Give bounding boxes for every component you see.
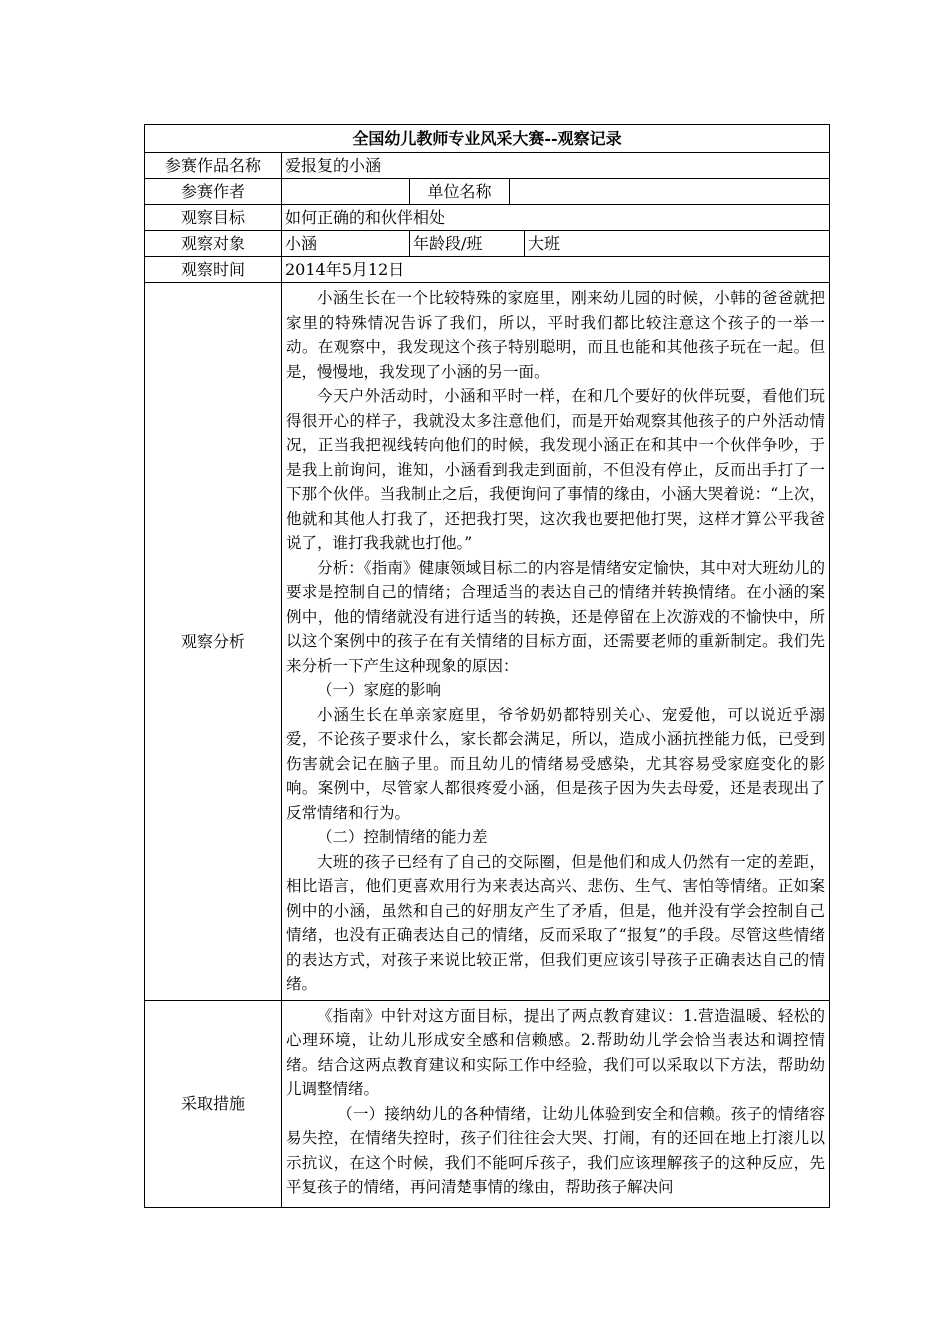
unit-name-value [510,179,830,205]
author-value [282,179,410,205]
author-label: 参赛作者 [145,179,282,205]
goal-value: 如何正确的和伙伴相处 [282,205,830,231]
measures-paragraph: （一）接纳幼儿的各种情绪，让幼儿体验到安全和信赖。孩子的情绪容易失控，在情绪失控时，孩子们往往会大哭、打闹，有的还回在地上打滚儿以示抗议，在这个时候，我们不能呵斥孩子，我们应该理解孩子的这种反应，先平复孩子的情绪，再问清楚事情的缘由，帮助孩子解决问 [286,1104,826,1196]
time-label: 观察时间 [145,257,282,283]
work-name-label: 参赛作品名称 [145,153,282,179]
goal-label: 观察目标 [145,205,282,231]
analysis-content [282,283,830,1001]
subject-label: 观察对象 [145,231,282,257]
subject-value: 小涵 [282,231,410,257]
analysis-paragraph: 小涵生长在单亲家庭里，爷爷奶奶都特别关心、宠爱他，可以说近乎溺爱，不论孩子要求什么，家长都会满足，所以，造成小涵抗挫能力低，已受到伤害就会记在脑子里。而且幼儿的情绪易受感染，尤其容易受家庭变化的影响。案例中，尽管家人都很疼爱小涵，但是孩子因为失去母爱，还是表现出了反常情绪和行为。 [286,705,826,822]
observation-record-table [144,124,830,1208]
time-value: 2014年5月12日 [282,257,830,283]
measures-paragraph: 《指南》中针对这方面目标，提出了两点教育建议：1.营造温暖、轻松的心理环境，让幼儿形成安全感和信赖感。2.帮助幼儿学会恰当表达和调控情绪。结合这两点教育建议和实际工作中经验，我们可以采取以下方法，帮助幼儿调整情绪。 [286,1006,826,1098]
analysis-label: 观察分析 [145,283,282,1001]
unit-name-label: 单位名称 [410,179,510,205]
analysis-heading: （一）家庭的影响 [317,681,442,699]
age-class-value: 大班 [525,231,830,257]
measures-label: 采取措施 [145,1000,282,1207]
record-title: 全国幼儿教师专业风采大赛--观察记录 [145,125,830,153]
analysis-paragraph: 今天户外活动时，小涵和平时一样，在和几个要好的伙伴玩耍，看他们玩得很开心的样子，我就没太多注意他们，而是开始观察其他孩子的户外活动情况，正当我把视线转向他们的时候，我发现小涵正在和其中一个伙伴争吵，于是我上前询问，谁知，小涵看到我走到面前，不但没有停止，反而出手打了一下那个伙伴。当我制止之后，我便询问了事情的缘由，小涵大哭着说：“上次，他就和其他人打我了，还把我打哭，这次我也要把他打哭，这样才算公平我爸说了，谁打我我就也打他。” [286,387,826,552]
age-class-label: 年龄段/班 [410,231,525,257]
analysis-paragraph: 小涵生长在一个比较特殊的家庭里，刚来幼儿园的时候，小韩的爸爸就把家里的特殊情况告诉了我们，所以，平时我们都比较注意这个孩子的一举一动。在观察中，我发现这个孩子特别聪明，而且也能和其他孩子玩在一起。但是，慢慢地，我发现了小涵的另一面。 [286,289,826,381]
measures-content [282,1000,830,1207]
analysis-paragraph: 大班的孩子已经有了自己的交际圈，但是他们和成人仍然有一定的差距，相比语言，他们更喜欢用行为来表达高兴、悲伤、生气、害怕等情绪。正如案例中的小涵，虽然和自己的好朋友产生了矛盾，但是，他并没有学会控制自己情绪，也没有正确表达自己的情绪，反而采取了“报复”的手段。尽管这些情绪的表达方式，对孩子来说比较正常，但我们更应该引导孩子正确表达自己的情绪。 [286,852,826,993]
analysis-paragraph: 分析：《指南》健康领域目标二的内容是情绪安定愉快，其中对大班幼儿的要求是控制自己的情绪；合理适当的表达自己的情绪并转换情绪。在小涵的案例中，他的情绪就没有进行适当的转换，还是停留在上次游戏的不愉快中，所以这个案例中的孩子在有关情绪的目标方面，还需要老师的重新制定。我们先来分析一下产生这种现象的原因： [286,558,826,675]
work-name-value: 爱报复的小涵 [282,153,830,179]
analysis-heading: （二）控制情绪的能力差 [317,828,488,846]
